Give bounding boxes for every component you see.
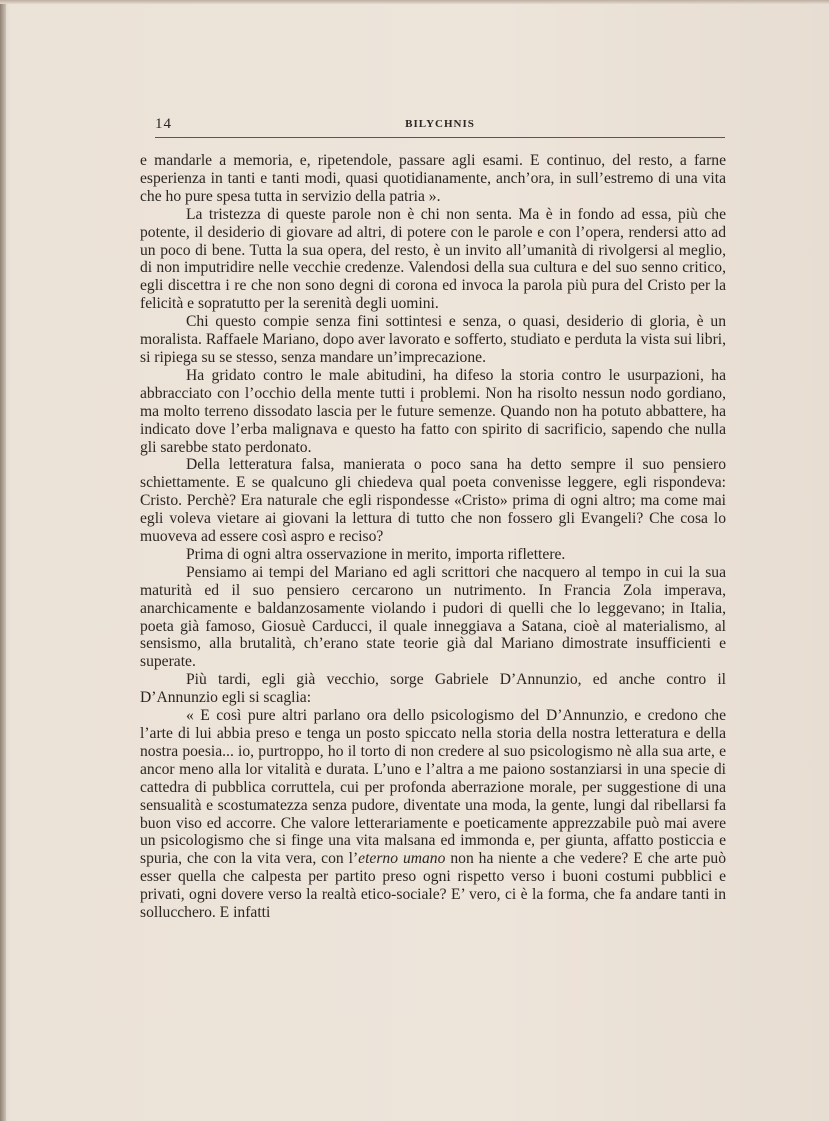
quotation-text-continued: non ha niente a che vedere? E che arte può esser quella che calpesta per partito preso ogni rispetto verso i buoni costumi pubblici e privati, ogni dovere verso la realtà etico-sociale? E’ vero, ci è la forma, che fa andare tanti in sollucchero. E infatti: [140, 850, 726, 922]
body-text: [140, 152, 726, 922]
quotation-paragraph: [140, 707, 726, 922]
running-title: BILYCHNIS: [405, 118, 475, 130]
page-left-edge: [0, 0, 6, 1121]
paragraph: Chi questo compie senza fini sottintesi e senza, o quasi, desiderio di gloria, è un moralista. Raffaele Mariano, dopo aver lavorato e sofferto, studiato e perduta la vista sui libri, si ripiega su se stesso, senza mandare un’imprecazione.: [140, 313, 726, 366]
page-top-edge: [0, 0, 829, 4]
paragraph: Più tardi, egli già vecchio, sorge Gabriele D’Annunzio, ed anche contro il D’Annunzio egli si scaglia:: [140, 671, 726, 707]
paragraph: Della letteratura falsa, manierata o poco sana ha detto sempre il suo pensiero schiettamente. E se qualcuno gli chiedeva qual poeta convenisse leggere, egli rispondeva: Cristo. Perchè? Era naturale che egli rispondesse «Cristo» prima di ogni altro; ma come mai egli voleva vietare ai giovani la lettura di tutto che non fossero gli Evangeli? Che cosa lo muoveva ad essere così aspro e reciso?: [140, 456, 726, 546]
quotation-text: « E così pure altri parlano ora dello psicologismo del D’Annunzio, e credono che l’arte di lui abbia preso e tenga un posto spiccato nella storia della nostra letteratura e della nostra poesia... io, purtroppo, ho il torto di non credere al suo psicologismo nè alla sua arte, e ancor meno alla lor vitalità e durata. L’uno e l’altra a me paiono sostanziarsi in una specie di cattedra di pubblica corruttela, cui per profonda aberrazione morale, per suggestione di una sensualità e scostumatezza senza pudore, diventate una moda, la gente, lungi dal ribellarsi fa buon viso ed accorre. Che valore letterariamente e poeticamente apprezzabile può mai avere un psicologismo che si finge una vita malsana ed immonda e, per giunta, affatto posticcia e spuria, che con la vita vera, con l’: [140, 707, 726, 868]
paragraph: Ha gridato contro le male abitudini, ha difeso la storia contro le usurpazioni, ha abbracciato con l’occhio della mente tutti i problemi. Non ha risolto nessun nodo gordiano, ma molto terreno dissodato lascia per le future semenze. Quando non ha potuto abbattere, ha indicato dove l’erba malignava e questo ha fatto con spirito di sacrificio, sapendo che nulla gli sarebbe stato perdonato.: [140, 366, 726, 456]
page-header: [155, 116, 725, 134]
paragraph: e mandarle a memoria, e, ripetendole, passare agli esami. E continuo, del resto, a farne esperienza in tanti e tanti modi, quasi quotidianamente, anch’ora, in sull’estremo di una vita che ho pure spesa tutta in servizio della patria ».: [140, 152, 726, 205]
header-rule: [155, 137, 725, 138]
italic-phrase: eterno umano: [358, 850, 446, 868]
paragraph: La tristezza di queste parole non è chi non senta. Ma è in fondo ad essa, più che potente, il desiderio di giovare ad altri, di potere con le parole e con l’opera, rendersi atto ad un poco di bene. Tutta la sua opera, del resto, è un invito all’umanità di rivolgersi al meglio, di non imputridire nelle vecchie credenze. Valendosi della sua cultura e del suo senno critico, egli discettra i re che non sono degni di corona ed invoca la parola più pura del Cristo per la felicità e sopratutto per la serenità degli uomini.: [140, 205, 726, 313]
paragraph: Pensiamo ai tempi del Mariano ed agli scrittori che nacquero al tempo in cui la sua maturità ed il suo pensiero cercarono un nutrimento. In Francia Zola imperava, anarchicamente e baldanzosamente violando i pudori di quelli che lo leggevano; in Italia, poeta già famoso, Giosuè Carducci, il quale inneggiava a Satana, cioè al materialismo, al sensismo, alla brutalità, ch’erano state teorie già dal Mariano dimostrate insufficienti e superate.: [140, 563, 726, 671]
paragraph: Prima di ogni altra osservazione in merito, importa riflettere.: [186, 545, 566, 563]
page-number: 14: [155, 116, 172, 132]
